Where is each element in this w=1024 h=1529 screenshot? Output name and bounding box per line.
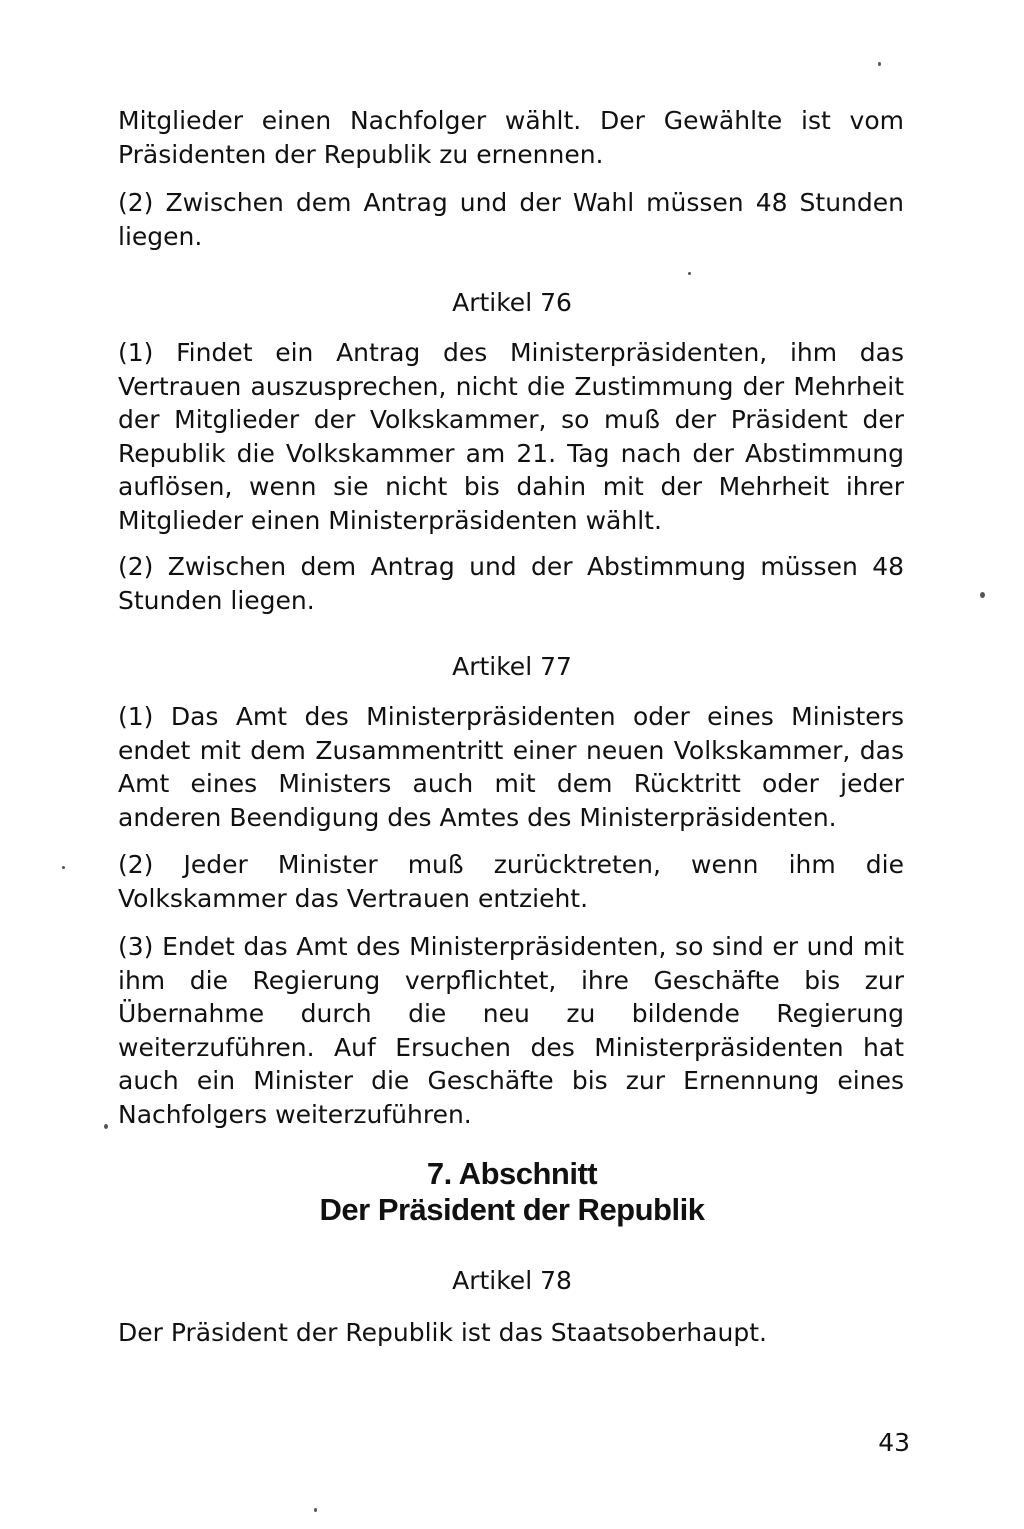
section-heading-number: 7. Abschnitt <box>426 1156 598 1191</box>
article-heading-78: Artikel 78 <box>452 1266 572 1295</box>
paragraph-art76-2: (2) Zwischen dem Antrag und der Abstimmung müssen 48 Stunden liegen. <box>118 552 904 615</box>
paragraph-art77-3: (3) Endet das Amt des Ministerpräsidenten, so sind er und mit ihm die Regierung verpflichtet, ihre Geschäfte bis zur Übernahme durch die neu zu bildende Regierung weiterzuführen. Auf Ersuchen des Ministerpräsidenten hat auch ein Minister die Geschäfte bis zur Ernennung eines Nachfolgers weiterzuführen. <box>118 932 904 1129</box>
paragraph-art77-2: (2) Jeder Minister muß zurücktreten, wenn ihm die Volkskammer das Vertrauen entzieht. <box>118 850 904 913</box>
paragraph-art75-continuation: Mitglieder einen Nachfolger wählt. Der Gewählte ist vom Präsidenten der Republik zu ernennen. <box>118 106 904 169</box>
scan-speck <box>314 1508 317 1512</box>
scan-speck <box>104 1124 108 1129</box>
paragraph-art78: Der Präsident der Republik ist das Staatsoberhaupt. <box>118 1318 767 1347</box>
page-number: 43 <box>878 1428 910 1457</box>
article-heading-76: Artikel 76 <box>452 288 572 317</box>
article-heading-77: Artikel 77 <box>452 652 572 681</box>
paragraph-art77-1: (1) Das Amt des Ministerpräsidenten oder eines Ministers endet mit dem Zusammentritt einer neuen Volkskammer, das Amt eines Ministers auch mit dem Rücktritt oder jeder anderen Beendigung des Amtes des Ministerpräsidenten. <box>118 702 904 832</box>
scan-speck <box>980 592 985 598</box>
scan-speck <box>878 62 881 66</box>
scan-speck <box>62 866 65 869</box>
section-heading-title: Der Präsident der Republik <box>319 1192 705 1227</box>
paragraph-art75-2: (2) Zwischen dem Antrag und der Wahl müssen 48 Stunden liegen. <box>118 188 904 251</box>
paragraph-art76-1: (1) Findet ein Antrag des Ministerpräsidenten, ihm das Vertrauen auszusprechen, nicht die Zustimmung der Mehrheit der Mitglieder der Volkskammer, so muß der Präsident der Republik die Volkskammer am 21. Tag nach der Abstimmung auflösen, wenn sie nicht bis dahin mit der Mehrheit ihrer Mitglieder einen Ministerpräsidenten wählt. <box>118 338 904 535</box>
scan-speck <box>688 272 691 275</box>
